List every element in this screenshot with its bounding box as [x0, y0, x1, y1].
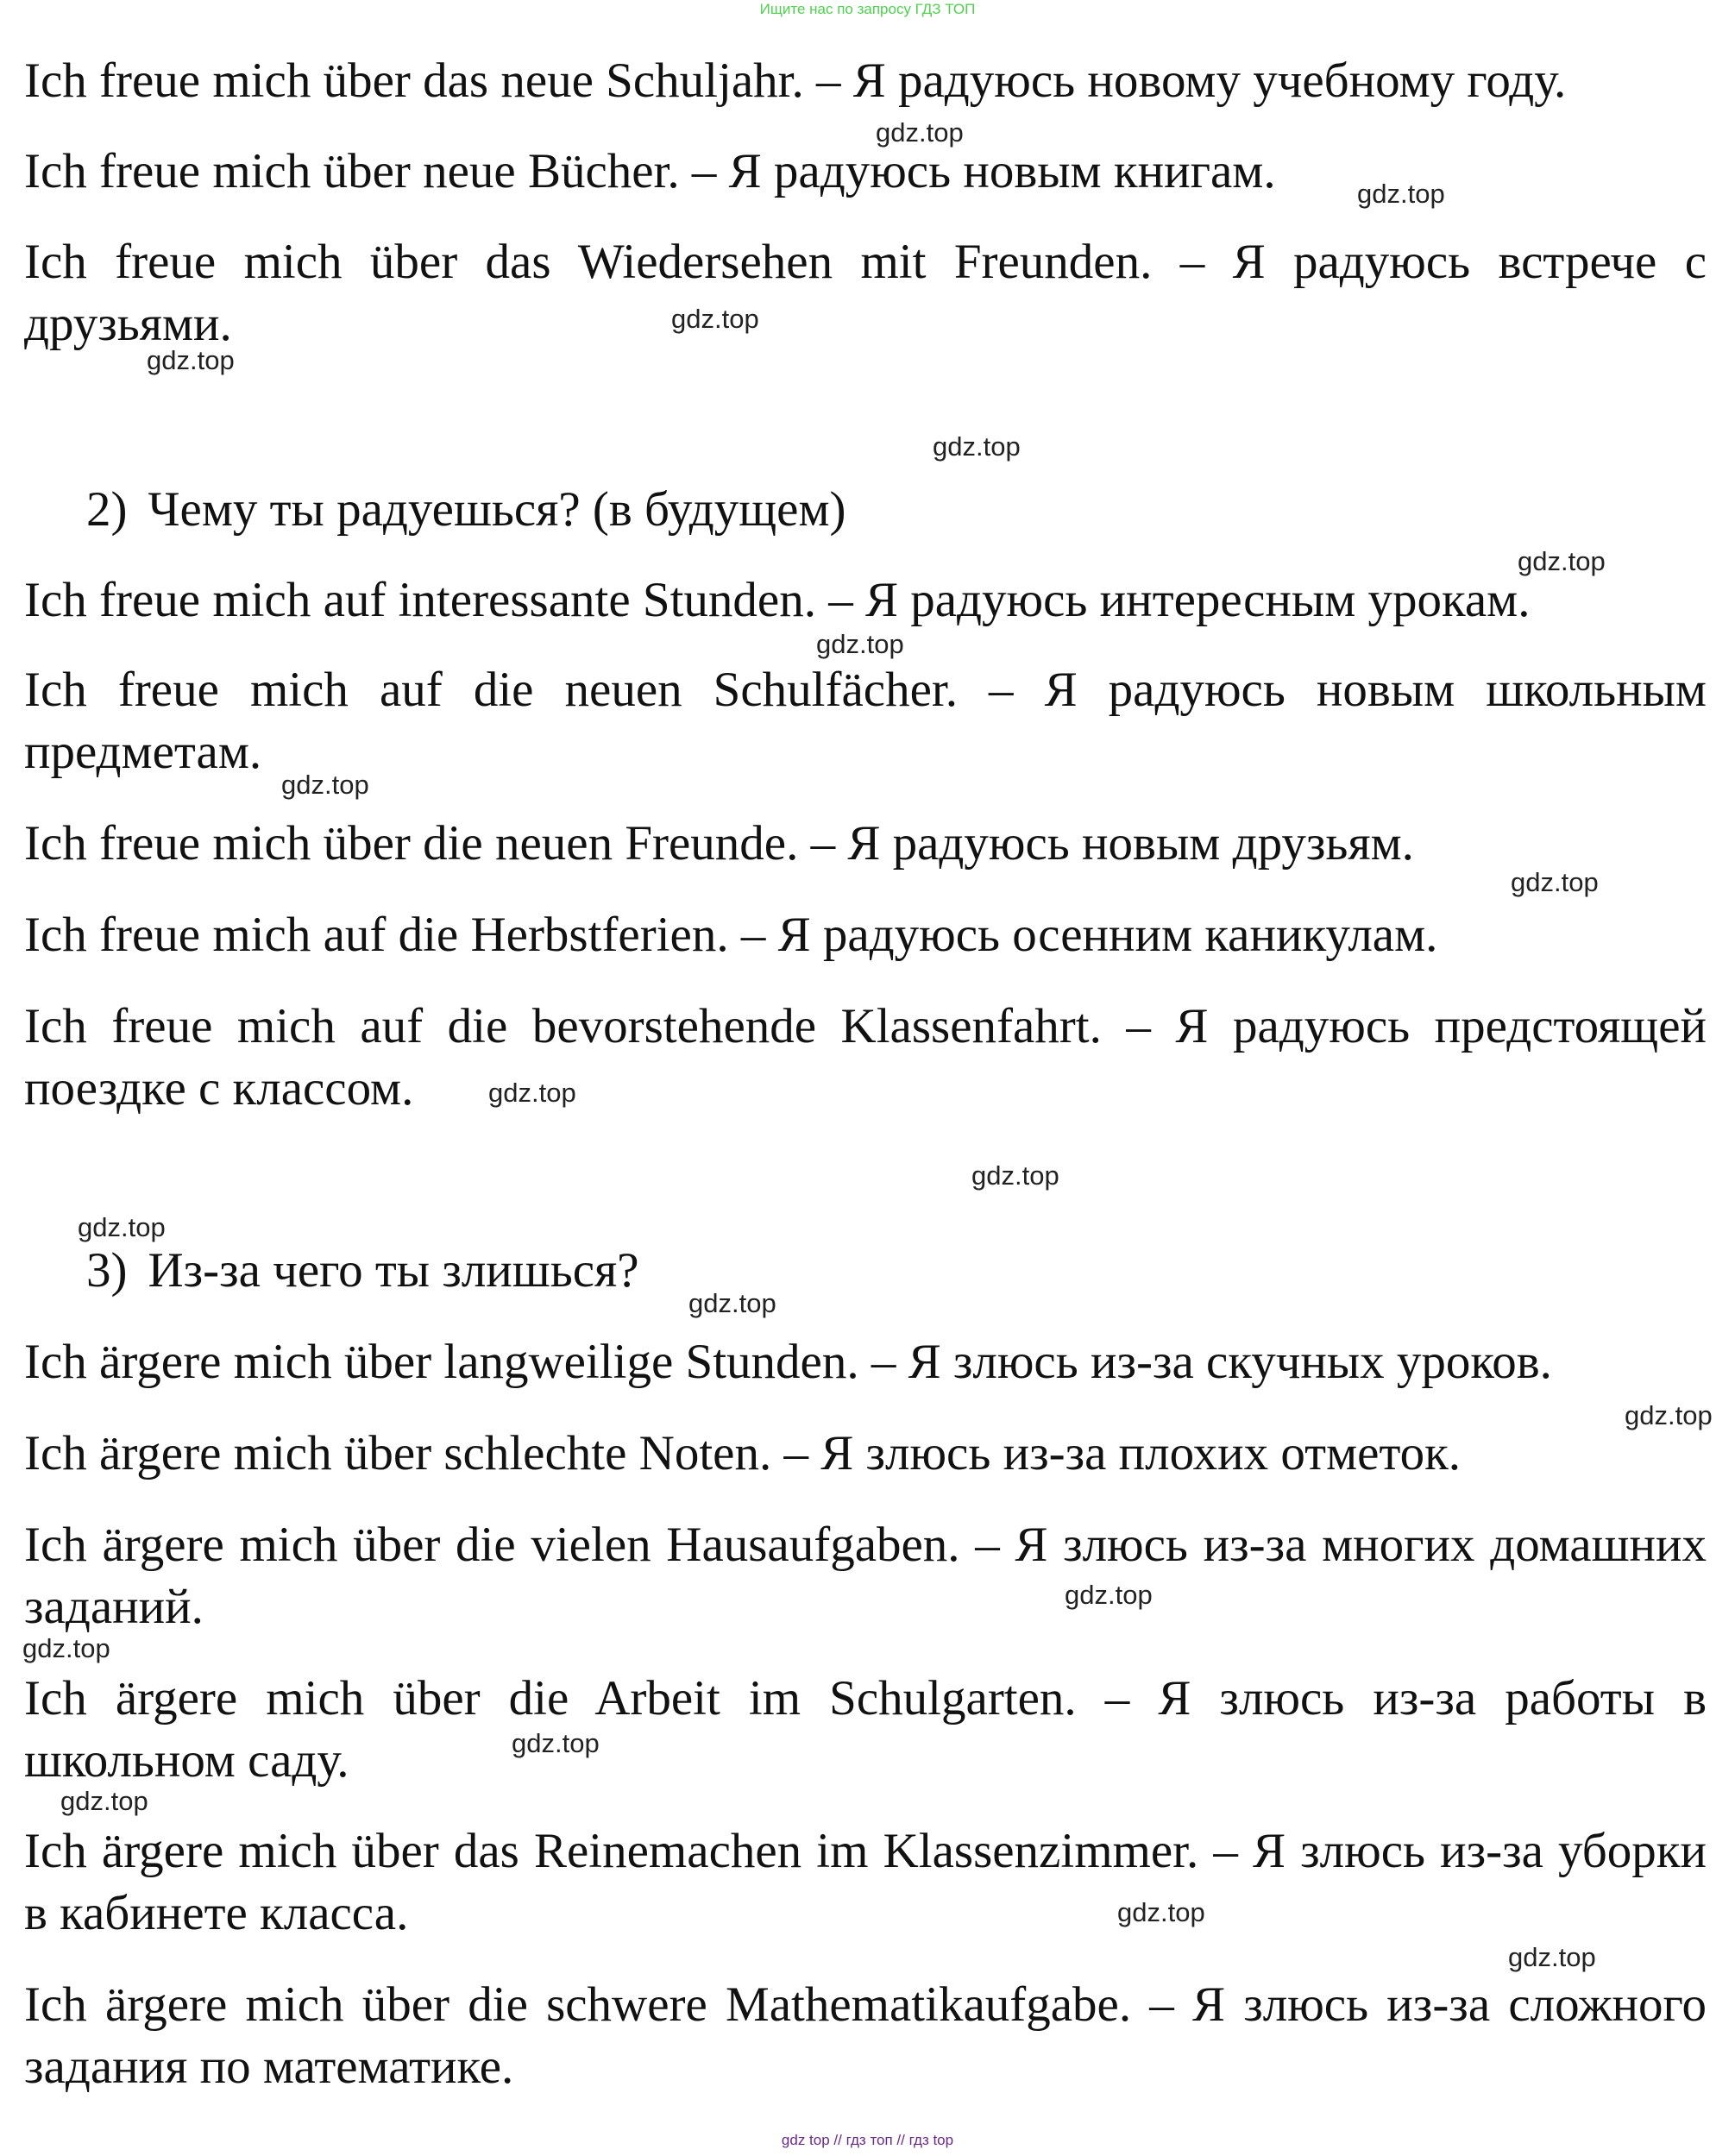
- watermark: gdz.top: [512, 1728, 600, 1758]
- watermark: gdz.top: [1625, 1400, 1713, 1430]
- watermark: gdz.top: [1357, 179, 1445, 209]
- section-heading-3: [86, 1240, 639, 1302]
- watermark: gdz.top: [1117, 1897, 1205, 1927]
- sentence-3: Ich freue mich über das Wiedersehen mit Freunden. – Я радуюсь встрече с друзьями.: [24, 235, 1707, 351]
- sentence-4: Ich freue mich auf interessante Stunden. – Я радуюсь интересным урокам.: [24, 573, 1531, 627]
- sentence-2: Ich freue mich über neue Bücher. – Я радуюсь новым книгам.: [24, 144, 1276, 198]
- watermark: gdz.top: [933, 431, 1021, 462]
- watermark: gdz.top: [281, 770, 369, 800]
- watermark: gdz.top: [488, 1078, 576, 1108]
- sentence-1: Ich freue mich über das neue Schuljahr. – Я радуюсь новому учебному году.: [24, 53, 1567, 108]
- sentence-9: Ich ärgere mich über langweilige Stunden. – Я злюсь из-за скучных уроков.: [24, 1335, 1552, 1389]
- sentence-14: Ich ärgere mich über die schwere Mathematikaufgabe. – Я злюсь из-за сложного задания по математике.: [24, 1977, 1707, 2094]
- sentence-12: Ich ärgere mich über die Arbeit im Schulgarten. – Я злюсь из-за работы в школьном саду.: [24, 1671, 1707, 1788]
- watermark: gdz.top: [1511, 867, 1599, 897]
- sentence-11: Ich ärgere mich über die vielen Hausaufgaben. – Я злюсь из-за многих домашних заданий.: [24, 1518, 1707, 1634]
- section-number: 3): [86, 1243, 128, 1298]
- section-heading-2: [86, 479, 846, 541]
- watermark: gdz.top: [78, 1212, 166, 1242]
- watermark: gdz.top: [22, 1633, 110, 1663]
- sentence-6: Ich freue mich über die neuen Freunde. – Я радуюсь новым друзьям.: [24, 816, 1414, 871]
- sentence-7: Ich freue mich auf die Herbstferien. – Я радуюсь осенним каникулам.: [24, 908, 1438, 962]
- watermark: gdz.top: [688, 1288, 776, 1318]
- watermark: gdz.top: [1508, 1942, 1596, 1972]
- sentence-5: Ich freue mich auf die neuen Schulfächer. – Я радуюсь новым школьным предметам.: [24, 663, 1707, 779]
- watermark: gdz.top: [1518, 546, 1606, 576]
- watermark: gdz.top: [876, 117, 964, 148]
- sentence-13: Ich ärgere mich über das Reinemachen im Klassenzimmer. – Я злюсь из-за уборки в кабинете класса.: [24, 1824, 1707, 1940]
- sentence-8: Ich freue mich auf die bevorstehende Klassenfahrt. – Я радуюсь предстоящей поездке с классом.: [24, 999, 1707, 1116]
- sentence-10: Ich ärgere mich über schlechte Noten. – Я злюсь из-за плохих отметок.: [24, 1426, 1462, 1480]
- section-number: 2): [86, 482, 128, 537]
- watermark: gdz.top: [147, 345, 235, 375]
- watermark: gdz.top: [1065, 1580, 1153, 1610]
- watermark: gdz.top: [60, 1786, 148, 1816]
- watermark: gdz.top: [816, 629, 904, 659]
- footer: gdz top // гдз топ // гдз top: [781, 2132, 954, 2148]
- watermark: gdz.top: [971, 1160, 1059, 1191]
- section-title: Чему ты радуешься? (в будущем): [148, 482, 846, 537]
- watermark: gdz.top: [671, 304, 759, 334]
- section-title: Из-за чего ты злишься?: [148, 1243, 639, 1298]
- top-banner: Ищите нас по запросу ГДЗ ТОП: [759, 1, 976, 17]
